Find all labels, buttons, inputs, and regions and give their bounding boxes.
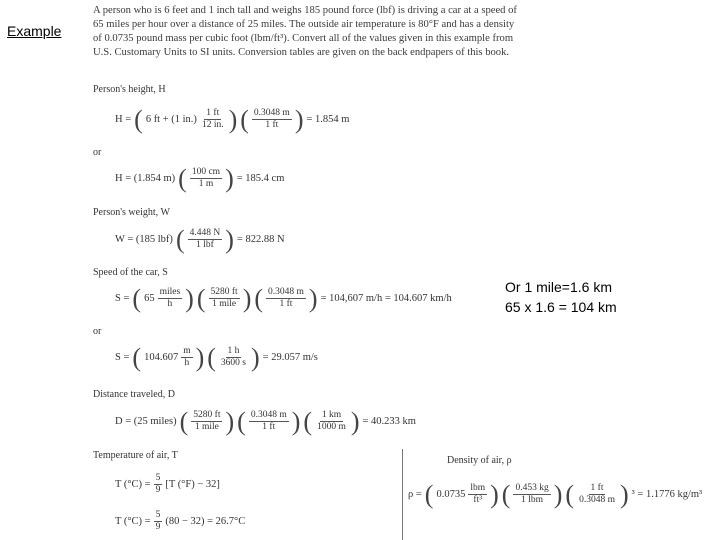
fraction	[209, 287, 240, 310]
fraction	[252, 108, 292, 131]
frac-den: 9	[155, 485, 161, 495]
problem-statement: A person who is 6 feet and 1 inch tall and weighs 185 pound force (lbf) is driving a car at a speed of 65 miles per hour over a distance of 25 miles. The outside air temperature is 80°F and has a density of 0.0735 pound mass per cubic foot (lbm/ft³). Convert all of the values given in this example from U.S. Customary Units to SI units. Conversion tables are given on the back endpapers of this book.	[93, 5, 517, 58]
paren-close: )	[308, 283, 318, 313]
distance-equation	[115, 406, 416, 436]
frac-num: miles	[159, 287, 181, 297]
eq-result: = 29.057 m/s	[262, 352, 318, 363]
frac-num: 0.453 kg	[515, 483, 549, 493]
frac-num: 0.3048 m	[250, 410, 287, 420]
height-equation-2	[115, 163, 285, 193]
paren-close: )	[225, 163, 234, 193]
eq-term: 0.0735	[436, 489, 466, 500]
fraction	[266, 287, 306, 310]
paren-close: )	[185, 283, 194, 313]
eq-term: 6 ft + (1 in.)	[145, 114, 197, 125]
temperature-heading: Temperature of air, T	[93, 450, 178, 461]
eq-lhs: T (°C) =	[115, 479, 151, 490]
paren-close: )	[490, 479, 499, 509]
eq-lhs: W = (185 lbf)	[115, 234, 173, 245]
fraction	[154, 473, 163, 496]
eq-lhs: D = (25 miles)	[115, 416, 177, 427]
paren-close: )	[350, 406, 360, 436]
frac-den: 1 ft	[265, 120, 279, 130]
paren-close: )	[225, 406, 235, 436]
paren-open: (	[424, 479, 434, 509]
temperature-equation-2	[115, 510, 245, 533]
eq-lhs: H =	[115, 114, 132, 125]
eq-result: = 1.854 m	[306, 114, 350, 125]
paren-close: )	[228, 104, 238, 134]
frac-den: 1 lbm	[521, 495, 544, 505]
height-equation-1	[115, 104, 350, 134]
weight-equation	[115, 224, 285, 254]
frac-num: 1 h	[227, 346, 240, 356]
frac-num: 5	[155, 510, 161, 520]
temperature-equation-1	[115, 473, 220, 496]
frac-den: 0.3048 m	[579, 495, 615, 505]
slide-label: Example	[7, 23, 62, 39]
paren-open: (	[179, 406, 189, 436]
frac-den: 1 mile	[194, 422, 219, 432]
frac-num: 4.448 N	[189, 228, 221, 238]
weight-heading: Person's weight, W	[93, 207, 170, 218]
eq-result: = 40.233 km	[362, 416, 416, 427]
side-note-line-1: Or 1 mile=1.6 km	[505, 279, 612, 295]
frac-den: 12 in.	[201, 120, 224, 130]
paren-close: )	[553, 479, 563, 509]
speed-equation-1	[115, 283, 452, 313]
eq-result: = 822.88 N	[236, 234, 285, 245]
frac-num: 1 ft	[590, 483, 604, 493]
paren-open: (	[134, 104, 143, 134]
fraction	[181, 346, 192, 369]
eq-lhs: S =	[115, 352, 130, 363]
eq-term: 104.607	[144, 352, 179, 363]
eq-lhs: H = (1.854 m)	[115, 173, 176, 184]
paren-close: )	[242, 283, 252, 313]
frac-den: 1 lbf	[196, 240, 214, 250]
frac-num: lbm	[470, 483, 486, 493]
fraction	[191, 410, 222, 433]
paren-open: (	[196, 283, 206, 313]
paren-open: (	[565, 479, 575, 509]
paren-close: )	[195, 342, 205, 372]
frac-den: 3600 s	[220, 358, 246, 368]
fraction	[154, 510, 163, 533]
paren-close: )	[619, 479, 629, 509]
fraction	[577, 483, 617, 506]
frac-num: 0.3048 m	[253, 108, 290, 118]
paren-open: (	[175, 224, 185, 254]
paren-close: )	[291, 406, 301, 436]
density-equation	[408, 479, 703, 509]
frac-den: 1 ft	[279, 299, 293, 309]
frac-den: 1 mile	[212, 299, 237, 309]
eq-term: 65	[144, 293, 155, 304]
frac-num: 0.3048 m	[268, 287, 304, 297]
or-label: or	[93, 147, 102, 158]
eq-lhs: T (°C) =	[115, 516, 151, 527]
fraction	[158, 287, 183, 310]
paren-open: (	[501, 479, 511, 509]
eq-result: ³ = 1.1776 kg/m³	[631, 489, 703, 500]
frac-num: 5	[155, 473, 161, 483]
eq-lhs: S =	[115, 293, 130, 304]
paren-open: (	[240, 104, 249, 134]
side-note-line-2: 65 x 1.6 = 104 km	[505, 299, 617, 315]
fraction	[190, 167, 222, 190]
eq-rhs: (80 − 32) = 26.7°C	[165, 516, 246, 527]
frac-den: h	[167, 299, 173, 309]
frac-den: 1 m	[198, 179, 214, 189]
paren-open: (	[237, 406, 246, 436]
frac-den: ft³	[473, 495, 483, 505]
speed-equation-2	[115, 342, 318, 372]
paren-close: )	[225, 224, 234, 254]
paren-open: (	[254, 283, 264, 313]
paren-open: (	[207, 342, 216, 372]
paren-open: (	[132, 283, 142, 313]
paren-close: )	[251, 342, 260, 372]
paren-open: (	[132, 342, 142, 372]
frac-num: 5280 ft	[193, 410, 221, 420]
frac-num: 5280 ft	[210, 287, 238, 297]
fraction	[249, 410, 289, 433]
fraction	[219, 346, 248, 369]
fraction	[188, 228, 223, 251]
distance-heading: Distance traveled, D	[93, 389, 175, 400]
paren-close: )	[294, 104, 304, 134]
paren-open: (	[178, 163, 187, 193]
eq-result: = 185.4 cm	[236, 173, 285, 184]
density-heading: Density of air, ρ	[447, 455, 512, 466]
frac-den: h	[184, 358, 190, 368]
speed-heading: Speed of the car, S	[93, 267, 168, 278]
frac-num: 100 cm	[191, 167, 221, 177]
frac-num: m	[183, 346, 191, 356]
fraction	[315, 410, 348, 433]
frac-den: 1000 m	[317, 422, 346, 432]
column-divider	[402, 449, 403, 540]
frac-den: 9	[155, 522, 161, 532]
eq-lhs: ρ =	[408, 489, 422, 500]
frac-den: 1 ft	[262, 422, 276, 432]
fraction	[468, 483, 487, 506]
frac-num: 1 ft	[206, 108, 220, 118]
paren-open: (	[303, 406, 313, 436]
fraction	[200, 108, 226, 131]
fraction	[513, 483, 550, 506]
height-heading: Person's height, H	[93, 84, 166, 95]
side-note	[505, 277, 617, 317]
or-label: or	[93, 326, 102, 337]
eq-rhs: [T (°F) − 32]	[165, 479, 220, 490]
frac-num: 1 km	[321, 410, 342, 420]
eq-result: = 104,607 m/h = 104.607 km/h	[320, 293, 452, 304]
